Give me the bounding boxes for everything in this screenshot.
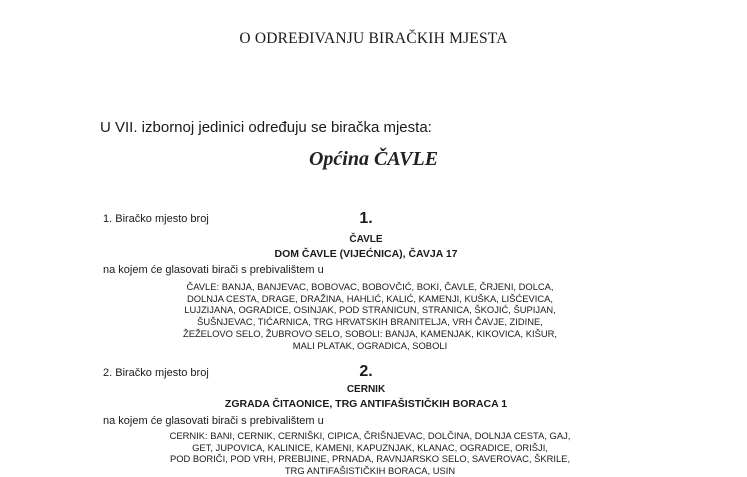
- address-line: POD BORIČI, POD VRH, PREBIJINE, PRNADA, RAVNJARSKO SELO, SAVEROVAC, ŠKRILE,: [169, 453, 571, 465]
- station-number: 2.: [359, 363, 373, 380]
- voters-text: na kojem će glasovati birači s prebivalištem u: [103, 415, 324, 427]
- station-location: ZGRADA ČITAONICE, TRG ANTIFAŠISTIČKIH BORACA 1: [224, 398, 508, 410]
- address-line: CERNIK: BANI, CERNIK, CERNIŠKI, CIPICA, ČRIŠNJEVAC, DOLČINA, DOLNJA CESTA, GAJ,: [169, 430, 571, 441]
- station-place: CERNIK: [346, 384, 386, 395]
- station-label: 1. Biračko mjesto broj: [103, 213, 209, 225]
- station-location: DOM ČAVLE (VIJEĆNICA), ČAVJA 17: [274, 248, 458, 260]
- address-line: ŠUŠNJEVAC, TIĆARNICA, TRG HRVATSKIH BRANITELJA, VRH ČAVJE, ZIDINE,: [197, 316, 543, 328]
- address-line: TRG ANTIFAŠISTIČKIH BORACA, USIN: [284, 465, 456, 477]
- address-line: GET, JUPOVICA, KALINICE, KAMENI, KAPUZNJAK, KLANAC, OGRADICE, ORIŠJI,: [192, 441, 548, 453]
- address-line: DOLNJA CESTA, DRAGE, DRAŽINA, HAHLIĆ, KALIĆ, KAMENJI, KUŠKA, LIŠĆEVICA,: [186, 292, 554, 304]
- intro-text: U VII. izbornoj jedinici određuju se biračka mjesta:: [100, 119, 432, 136]
- station-place: ČAVLE: [349, 234, 383, 245]
- voters-text: na kojem će glasovati birači s prebivalištem u: [103, 264, 324, 276]
- address-line: MALI PLATAK, OGRADICA, SOBOLI: [292, 339, 448, 351]
- address-line: ŽEŽELOVO SELO, ŽUBROVO SELO, SOBOLI: BANJA, KAMENJAK, KIKOVICA, KIŠUR,: [182, 327, 558, 339]
- address-list: [160, 281, 580, 351]
- address-line: LUJZIJANA, OGRADICE, OSINJAK, POD STRANICUN, STRANICA, ŠKOJIĆ, ŠUPIJAN,: [184, 304, 556, 316]
- address-line: ČAVLE: BANJA, BANJEVAC, BOBOVAC, BOBOVČIĆ, BOKI, ČAVLE, ČRJENI, DOLCA,: [186, 281, 554, 292]
- station-number: 1.: [359, 210, 373, 227]
- address-list: [160, 430, 580, 477]
- document-title: O ODREĐIVANJU BIRAČKIH MJESTA: [239, 30, 508, 47]
- municipality-heading: Općina ČAVLE: [308, 148, 439, 170]
- station-label: 2. Biračko mjesto broj: [103, 367, 209, 379]
